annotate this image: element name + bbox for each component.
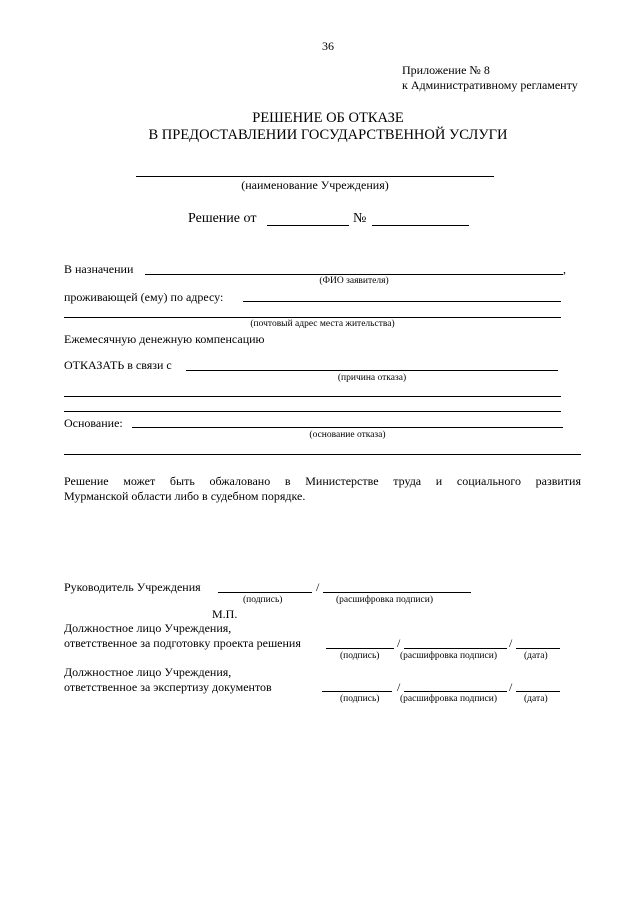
appeal-text-line2: Мурманской области либо в судебном порядке.	[64, 489, 306, 503]
fio-line	[145, 274, 563, 275]
decision-date-line	[267, 225, 349, 226]
address-caption: (почтовый адрес места жительства)	[250, 319, 395, 329]
reason-extra-line-2	[64, 411, 561, 412]
seal-label: М.П.	[212, 607, 238, 621]
appendix-reference: к Административному регламенту	[402, 78, 578, 92]
head-slash: /	[316, 580, 320, 594]
fio-caption: (ФИО заявителя)	[319, 276, 389, 286]
appointment-comma: ,	[563, 262, 566, 276]
reason-caption: (причина отказа)	[337, 373, 407, 383]
official1-slash-2: /	[509, 636, 513, 650]
decision-number-line	[372, 225, 469, 226]
reason-extra-line-1	[64, 396, 561, 397]
address-label: проживающей (ему) по адресу:	[64, 290, 224, 304]
basis-extra-line	[64, 454, 581, 455]
official2-signature-line	[322, 691, 392, 692]
head-decryption-caption: (расшифровка подписи)	[336, 595, 433, 605]
official2-date-caption: (дата)	[524, 694, 548, 704]
official2-date-line	[516, 691, 560, 692]
compensation-text: Ежемесячную денежную компенсацию	[64, 332, 265, 346]
basis-line	[132, 427, 563, 428]
official2-line2: ответственное за экспертизу документов	[64, 680, 272, 694]
institution-caption: (наименование Учреждения)	[241, 178, 389, 192]
page-number: 36	[322, 39, 334, 53]
institution-line	[136, 176, 494, 177]
official1-date-line	[516, 648, 560, 649]
head-signature-line	[218, 592, 312, 593]
appointment-label: В назначении	[64, 262, 134, 276]
head-decryption-line	[323, 592, 471, 593]
appeal-text-line1: Решение может быть обжаловано в Министерстве труда и социального развития	[64, 474, 581, 488]
official2-slash-2: /	[509, 680, 513, 694]
official1-slash-1: /	[397, 636, 401, 650]
appendix-number: Приложение № 8	[402, 63, 490, 77]
official2-signature-caption: (подпись)	[340, 694, 380, 704]
document-title-line1: РЕШЕНИЕ ОБ ОТКАЗЕ	[252, 110, 404, 126]
decision-number-sign: №	[353, 211, 367, 226]
official1-signature-line	[326, 648, 394, 649]
official1-line1: Должностное лицо Учреждения,	[64, 621, 232, 635]
official2-slash-1: /	[397, 680, 401, 694]
head-label: Руководитель Учреждения	[64, 580, 201, 594]
address-line-1	[243, 301, 561, 302]
official1-line2: ответственное за подготовку проекта решения	[64, 636, 301, 650]
document-title-line2: В ПРЕДОСТАВЛЕНИИ ГОСУДАРСТВЕННОЙ УСЛУГИ	[148, 127, 508, 143]
official1-date-caption: (дата)	[524, 651, 548, 661]
official2-decryption-caption: (расшифровка подписи)	[400, 694, 497, 704]
basis-caption: (основание отказа)	[309, 430, 386, 440]
official2-line1: Должностное лицо Учреждения,	[64, 665, 232, 679]
address-line-2	[64, 317, 561, 318]
decision-label: Решение от	[188, 211, 257, 226]
official1-signature-caption: (подпись)	[340, 651, 380, 661]
reason-line	[186, 370, 558, 371]
basis-label: Основание:	[64, 416, 123, 430]
official1-decryption-line	[404, 648, 507, 649]
official1-decryption-caption: (расшифровка подписи)	[400, 651, 497, 661]
head-signature-caption: (подпись)	[243, 595, 283, 605]
official2-decryption-line	[404, 691, 507, 692]
refuse-label: ОТКАЗАТЬ в связи с	[64, 358, 172, 372]
